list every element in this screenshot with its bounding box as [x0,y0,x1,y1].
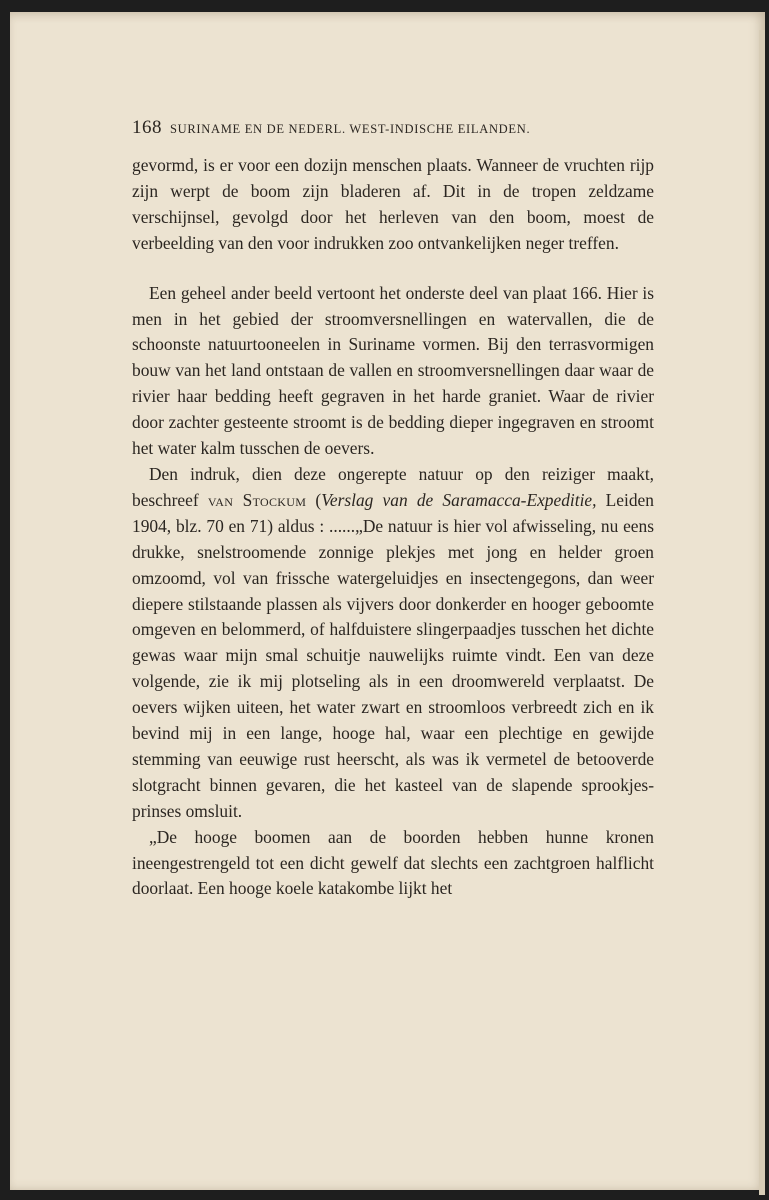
author-name: van Stockum [207,489,307,510]
page-number: 168 [132,117,162,138]
running-head [132,117,652,139]
paragraph-3 [132,462,654,825]
paragraph-1: gevormd, is er voor een dozijn menschen plaats. Wanneer de vruchten rijp zijn werpt de boom zijn bladeren af. Dit in de tropen zeldzame verschijnsel, gevolgd door het herleven van den boom, moest de verbeelding van den voor indrukken zoo ontvankelijken neger treffen. [132,155,654,253]
paragraph-3-rest: Leiden 1904, blz. 70 en 71) aldus : ......„De natuur is hier vol afwisseling, nu eens drukke, snelstroomende zonnige plekjes met jong en helder groen omzoomd, vol van frissche watergeluidjes en insectengegons, dan weer diepere stilstaande plassen als vijvers door donkerder en hooger geboomte omgeven en belommerd, of halfduistere slingerpaadjes tusschen het dichte gewas waar mijn smal schuitje nauwelijks ruimte vindt. Een van deze volgende, zie ik mij plotseling als in een droomwereld verplaatst. De oevers wijken uiteen, het water zwart en stroomloos verbreedt zich en ik bevind mij in een lange, hooge hal, waar een plechtige en gewijde stemming van eeuwige rust heerscht, als was ik vermetel de betooverde slotgracht binnen gevaren, die het kasteel van de slapende sprookjes-prinses omsluit. [132,489,654,821]
running-head-title: SURINAME EN DE NEDERL. WEST-INDISCHE EILANDEN. [170,122,531,136]
body-text [132,153,654,902]
open-paren: ( [315,489,322,510]
paragraph-3-start: Den indruk, dien deze ongerepte natuur op den reiziger maakt, beschreef [132,463,654,510]
paragraph-4: „De hooge boomen aan de boorden hebben hunne kronen ineengestrengeld tot een dicht gewelf dat slechts een zachtgroen halflicht doorlaat. Een hooge koele katakombe lijkt het [132,826,654,899]
page-edge [759,30,765,1195]
paragraph-2: Een geheel ander beeld vertoont het onderste deel van plaat 166. Hier is men in het gebied der stroomversnellingen en watervallen, die de schoonste natuurtooneelen in Suriname vormen. Bij den terrasvormigen bouw van het land ontstaan de vallen en stroomversnellingen daar waar de rivier haar bedding heeft gegraven in het harde graniet. Waar de rivier door zachter gesteente stroomt is de bedding dieper ingegraven en stroomt het water kalm tusschen de oevers. [132,282,654,459]
citation-title: Verslag van de Saramacca-Expeditie, [321,489,597,510]
